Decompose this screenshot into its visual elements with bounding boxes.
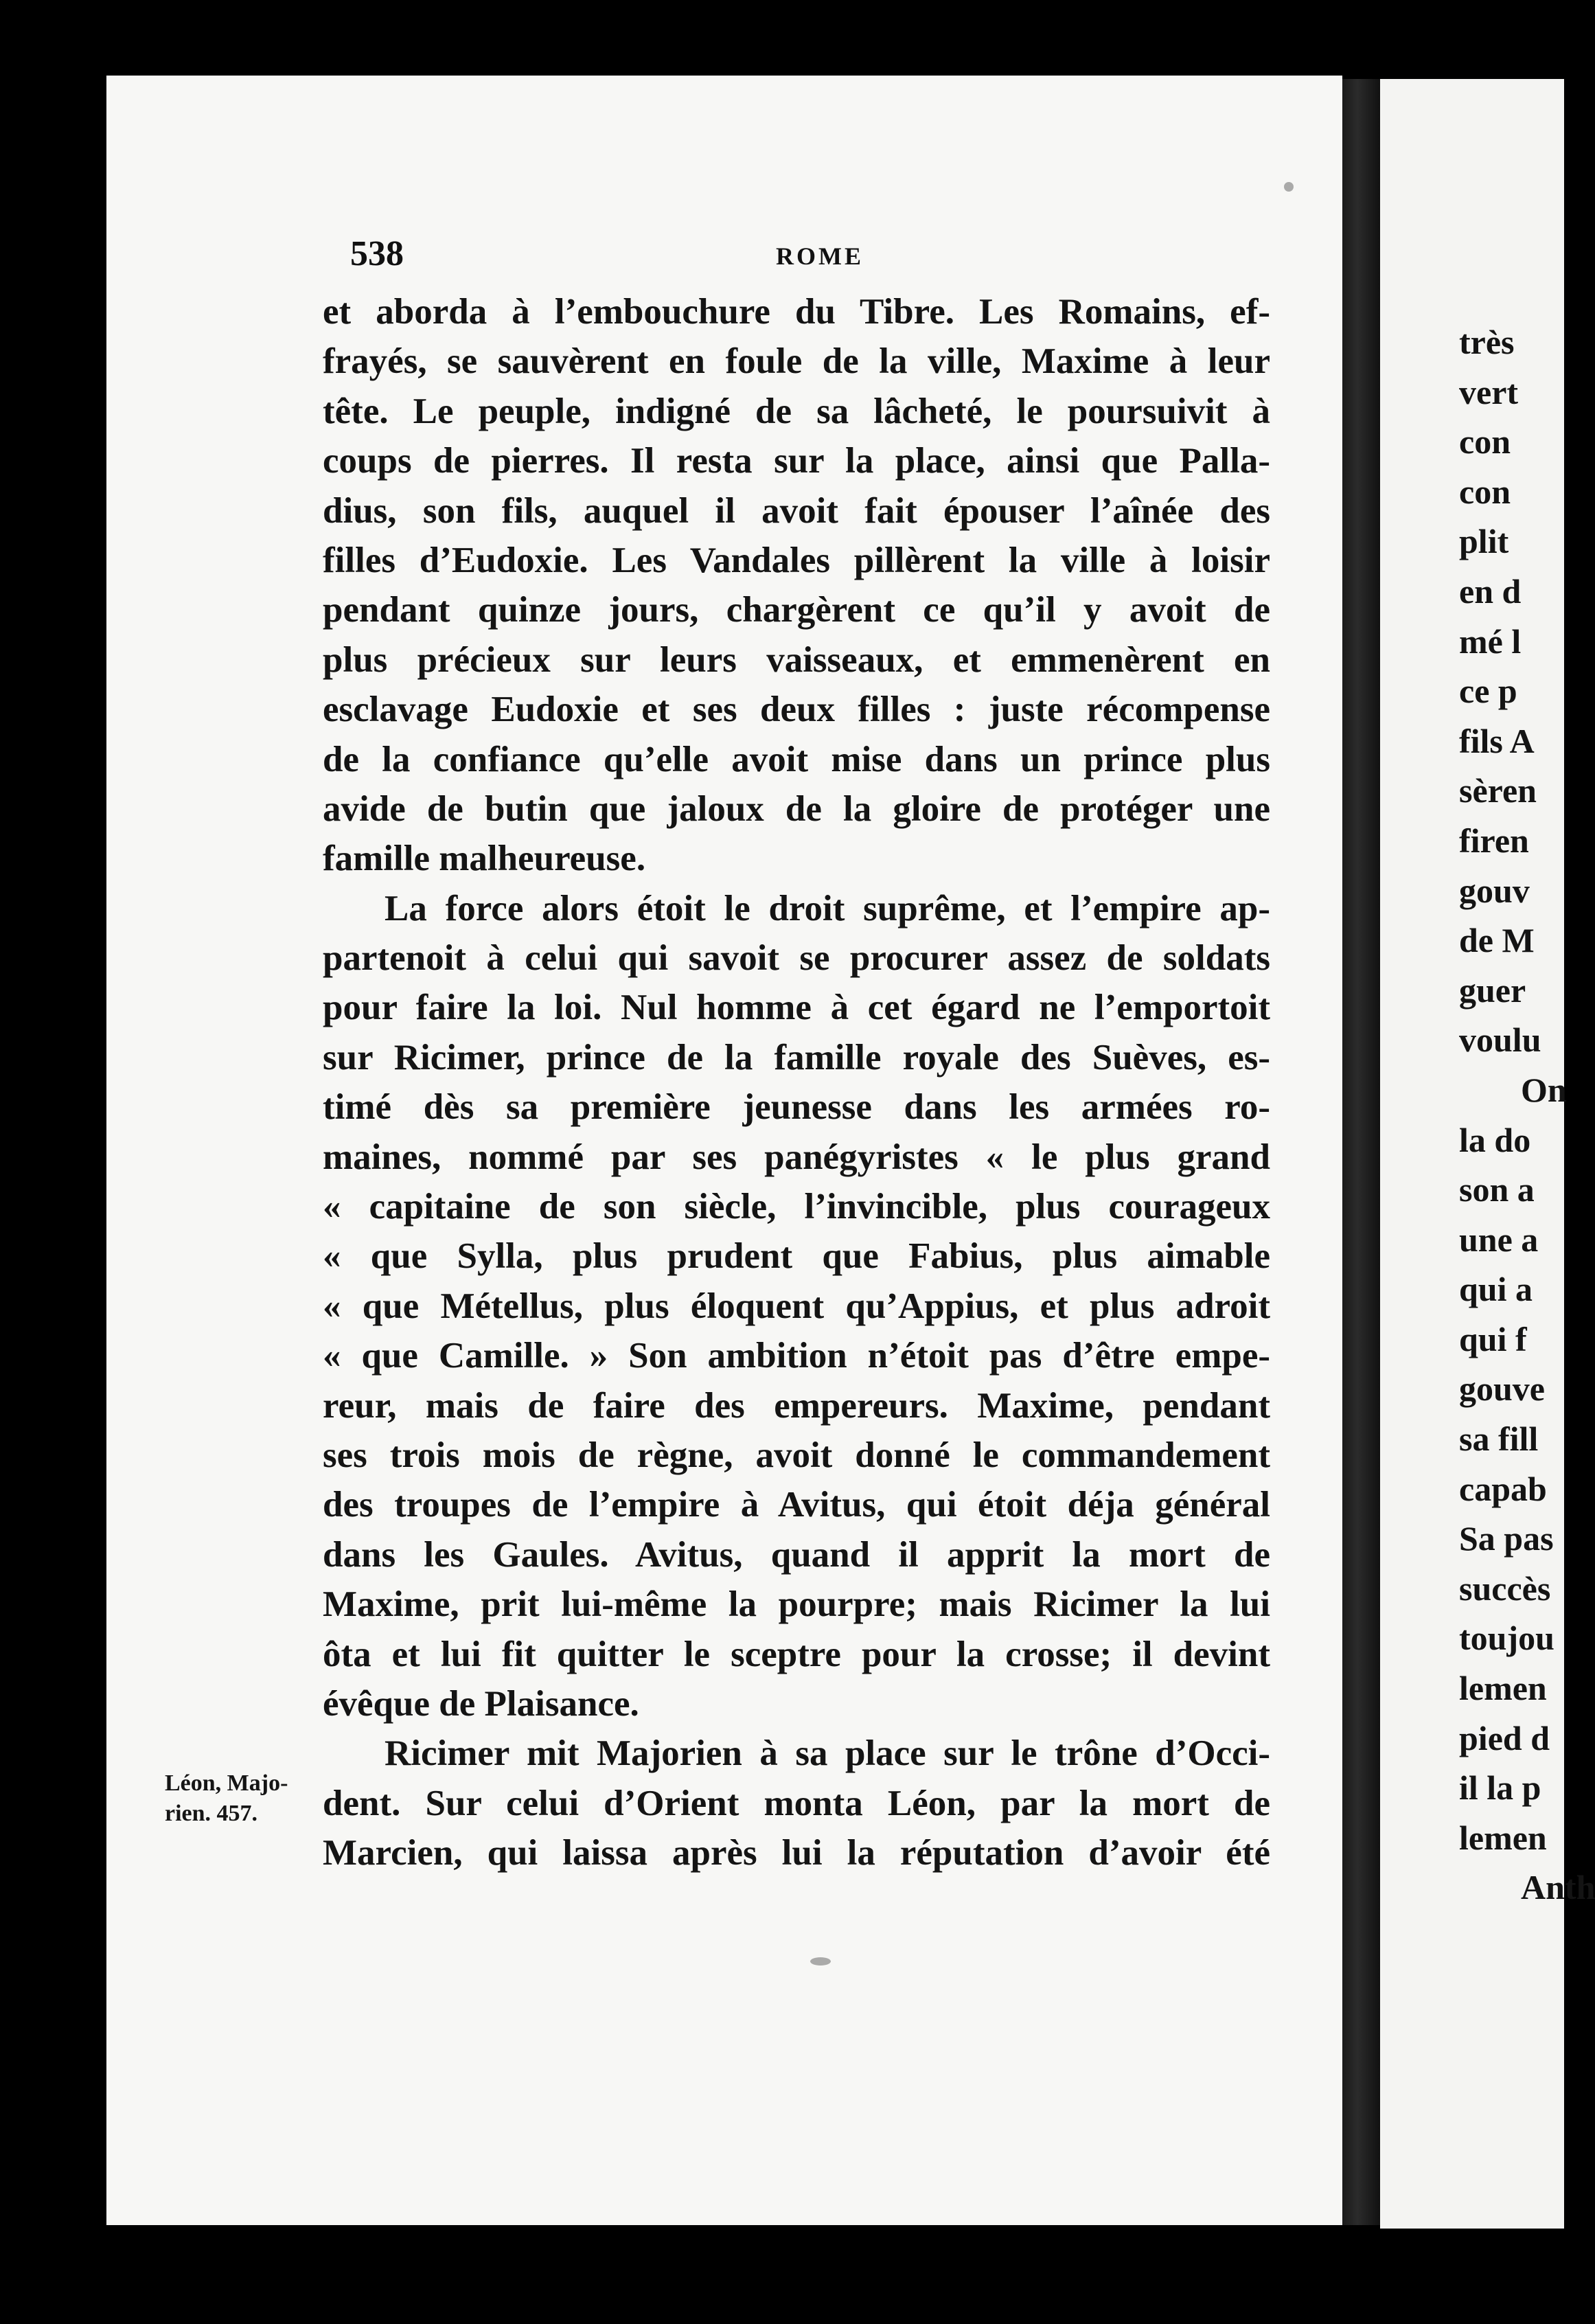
right-page-line: plit <box>1459 522 1509 561</box>
body-text <box>323 287 1270 1878</box>
right-page-line: firen <box>1459 821 1529 860</box>
right-page-line: succès <box>1459 1569 1551 1608</box>
margin-note-line: rien. 457. <box>165 1801 258 1826</box>
text-line: « capitaine de son siècle, l’invincible, plus courageux <box>323 1187 1270 1227</box>
right-page-line: con <box>1459 472 1511 511</box>
right-page-line: capab <box>1459 1469 1547 1508</box>
right-page-text <box>1459 317 1595 1913</box>
text-line: et aborda à l’embouchure du Tibre. Les Romains, ef- <box>323 292 1270 332</box>
right-page-line: une a <box>1459 1220 1539 1259</box>
text-line: ses trois mois de règne, avoit donné le commandement <box>323 1435 1270 1475</box>
text-line: reur, mais de faire des empereurs. Maxime, pendant <box>323 1385 1270 1426</box>
right-page-line: lemen <box>1459 1818 1547 1857</box>
text-line: timé dès sa première jeunesse dans les armées ro- <box>323 1087 1270 1128</box>
right-page-line: toujou <box>1459 1619 1554 1658</box>
running-title: ROME <box>776 242 864 270</box>
text-line: La force alors étoit le droit suprême, et l’empire ap- <box>385 888 1270 929</box>
text-line: tête. Le peuple, indigné de sa lâcheté, le poursuivit à <box>323 391 1270 431</box>
text-line: dans les Gaules. Avitus, quand il apprit la mort de <box>323 1534 1270 1575</box>
text-line: des troupes de l’empire à Avitus, qui étoit déja général <box>323 1485 1270 1525</box>
text-line: « que Camille. » Son ambition n’étoit pas d’être empe- <box>323 1336 1270 1376</box>
right-page-line: voulu <box>1459 1021 1541 1060</box>
text-line: « que Sylla, plus prudent que Fabius, plus aimable <box>323 1236 1270 1277</box>
right-page-line: de M <box>1459 921 1535 960</box>
right-page-line: gouv <box>1459 871 1530 910</box>
text-line: pour faire la loi. Nul homme à cet égard ne l’emportoit <box>323 988 1270 1028</box>
right-page-line: Anth <box>1521 1868 1595 1907</box>
right-page-line: On <box>1521 1070 1567 1109</box>
right-page-line: qui f <box>1459 1319 1527 1358</box>
ink-speck <box>1284 182 1294 192</box>
right-page-line: sèren <box>1459 771 1537 810</box>
text-line: évêque de Plaisance. <box>323 1683 639 1724</box>
text-line: « que Métellus, plus éloquent qu’Appius, et plus adroit <box>323 1286 1270 1326</box>
text-line: partenoit à celui qui savoit se procurer assez de soldats <box>323 938 1270 979</box>
right-page-line: très <box>1459 323 1515 361</box>
right-page-line: Sa pas <box>1459 1519 1554 1558</box>
right-page-line: il la p <box>1459 1768 1541 1808</box>
text-line: ôta et lui fit quitter le sceptre pour la crosse; il devint <box>323 1634 1270 1674</box>
right-page-line: mé l <box>1459 622 1522 661</box>
margin-note-line: Léon, Majo- <box>165 1770 288 1796</box>
right-page-line: fils A <box>1459 721 1535 760</box>
right-page-line: lemen <box>1459 1669 1547 1708</box>
text-line: Marcien, qui laissa après lui la réputation d’avoir été <box>323 1833 1270 1873</box>
right-page-line: son a <box>1459 1170 1535 1209</box>
ink-speck <box>810 1957 831 1966</box>
page-number: 538 <box>350 234 404 273</box>
book-gutter <box>1342 79 1380 2225</box>
right-page-line: la do <box>1459 1120 1531 1159</box>
text-line: esclavage Eudoxie et ses deux filles : juste récompense <box>323 690 1270 730</box>
right-page-line: con <box>1459 422 1511 462</box>
text-line: dent. Sur celui d’Orient monta Léon, par la mort de <box>323 1783 1270 1823</box>
text-line: Maxime, prit lui-même la pourpre; mais Ricimer la lui <box>323 1584 1270 1625</box>
text-line: frayés, se sauvèrent en foule de la ville, Maxime à leur <box>323 341 1270 382</box>
text-line: famille malheureuse. <box>323 839 646 879</box>
text-line: maines, nommé par ses panégyristes « le plus grand <box>323 1137 1270 1177</box>
text-line: coups de pierres. Il resta sur la place, ainsi que Palla- <box>323 441 1270 481</box>
text-line: pendant quinze jours, chargèrent ce qu’il y avoit de <box>323 590 1270 630</box>
text-line: de la confiance qu’elle avoit mise dans un prince plus <box>323 739 1270 779</box>
right-page-line: sa fill <box>1459 1420 1539 1459</box>
right-page-line: vert <box>1459 372 1519 411</box>
right-page-line: gouve <box>1459 1369 1545 1409</box>
right-page-line: guer <box>1459 970 1526 1010</box>
text-line: Ricimer mit Majorien à sa place sur le trône d’Occi- <box>385 1733 1270 1774</box>
text-line: avide de butin que jaloux de la gloire de protéger une <box>323 788 1270 829</box>
text-line: sur Ricimer, prince de la famille royale des Suèves, es- <box>323 1037 1270 1078</box>
margin-note <box>165 1768 323 1829</box>
right-page-line: ce p <box>1459 672 1517 711</box>
right-page-line: en d <box>1459 571 1522 611</box>
running-head <box>350 233 1270 275</box>
text-line: plus précieux sur leurs vaisseaux, et emmenèrent en <box>323 639 1270 680</box>
text-line: filles d’Eudoxie. Les Vandales pillèrent la ville à loisir <box>323 540 1270 580</box>
text-line: dius, son fils, auquel il avoit fait épouser l’aînée des <box>323 490 1270 531</box>
right-page-line: qui a <box>1459 1270 1533 1309</box>
right-page-line: pied d <box>1459 1718 1550 1757</box>
